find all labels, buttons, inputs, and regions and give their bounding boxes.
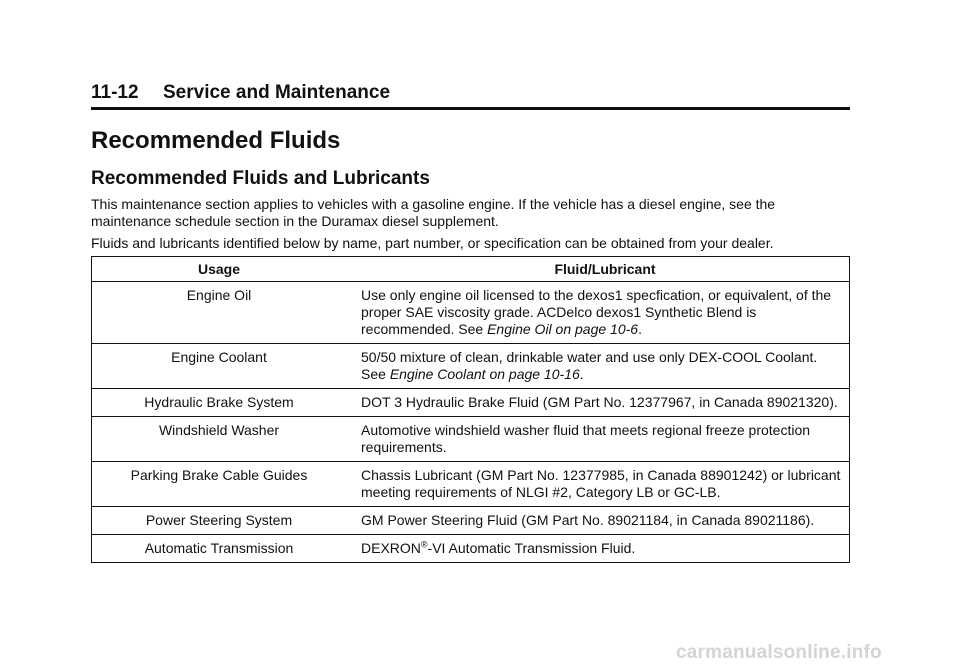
- table-row: [92, 535, 850, 563]
- usage-cell: Power Steering System: [145, 512, 293, 528]
- usage-cell: Hydraulic Brake System: [144, 394, 294, 410]
- table-row: [92, 507, 850, 535]
- table-row: [92, 282, 850, 344]
- page-title: Recommended Fluids: [91, 127, 341, 154]
- usage-cell: Engine Oil: [186, 287, 252, 303]
- fluids-table: [91, 256, 850, 563]
- site-watermark: carmanualsonline.info: [676, 642, 882, 663]
- table-row: [92, 462, 850, 507]
- fluid-cell: [346, 344, 850, 389]
- fluid-cell: Automotive windshield washer fluid that meets regional freeze protection requirements.: [361, 422, 811, 455]
- table-header-row: [92, 257, 850, 282]
- usage-cell: Windshield Washer: [158, 422, 280, 438]
- usage-cell: Engine Coolant: [171, 349, 267, 365]
- fluid-cell: DOT 3 Hydraulic Brake Fluid (GM Part No. 12377967, in Canada 89021320).: [361, 394, 838, 410]
- section-name: Service and Maintenance: [163, 82, 391, 103]
- dealer-paragraph: Fluids and lubricants identified below by name, part number, or specification can be obtained from your dealer.: [91, 235, 774, 251]
- fluid-text: 50/50 mixture of clean, drinkable water and use only DEX-COOL Coolant. See: [361, 349, 818, 382]
- registered-mark: ®: [420, 539, 428, 550]
- page-reference-link[interactable]: Engine Coolant on page 10-16: [389, 366, 580, 382]
- running-header: [91, 82, 850, 110]
- fluid-text: DEXRON: [361, 540, 421, 556]
- page-reference-link[interactable]: Engine Oil on page 10-6: [487, 321, 639, 337]
- fluid-cell: [346, 282, 850, 344]
- table-row: [92, 344, 850, 389]
- fluid-cell: Chassis Lubricant (GM Part No. 12377985, in Canada 88901242) or lubricant meeting requirements of NLGI #2, Category LB or GC-LB.: [361, 467, 841, 500]
- usage-cell: Automatic Transmission: [144, 540, 294, 556]
- fluid-tail: .: [638, 321, 642, 337]
- fluid-text: Use only engine oil licensed to the dexos1 specfication, or equivalent, of the proper SAE viscosity grade. ACDelco dexos1 Synthetic Blend is recommended. See: [361, 287, 832, 337]
- header-fluid: Fluid/Lubricant: [346, 257, 850, 282]
- fluid-tail: -VI Automatic Transmission Fluid.: [427, 540, 636, 556]
- fluid-cell: [346, 535, 850, 563]
- table-row: [92, 417, 850, 462]
- page-number: 11-12: [91, 82, 139, 103]
- fluid-cell: GM Power Steering Fluid (GM Part No. 89021184, in Canada 89021186).: [361, 512, 815, 528]
- table-row: [92, 389, 850, 417]
- section-subtitle: Recommended Fluids and Lubricants: [91, 168, 430, 189]
- fluid-tail: .: [579, 366, 584, 382]
- header-usage: Usage: [92, 257, 347, 282]
- usage-cell: Parking Brake Cable Guides: [130, 467, 308, 483]
- intro-paragraph: This maintenance section applies to vehicles with a gasoline engine. If the vehicle has a diesel engine, see the maintenance schedule section in the Duramax diesel supplement.: [91, 196, 776, 229]
